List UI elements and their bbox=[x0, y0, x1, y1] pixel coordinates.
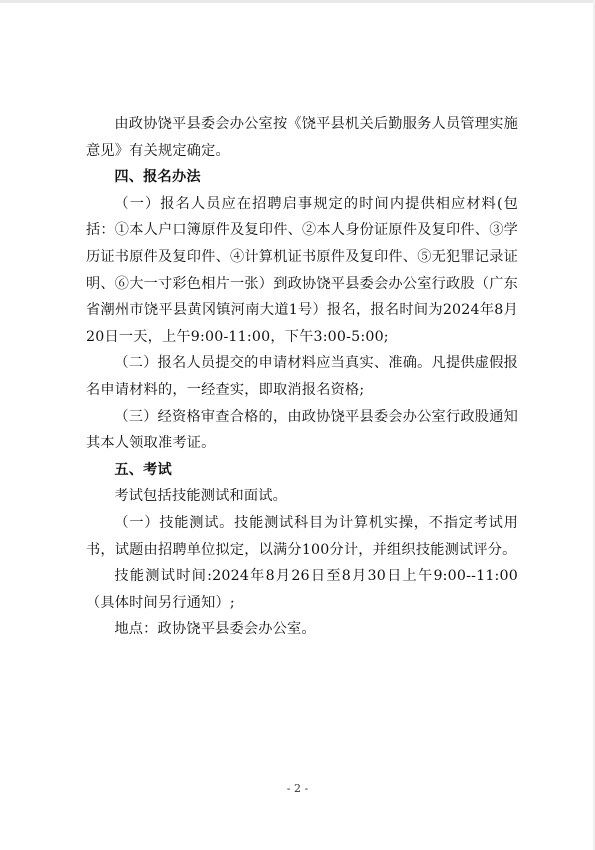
paragraph-registration-materials: （一）报名人员应在招聘启事规定的时间内提供相应材料(包括：①本人户口簿原件及复印件、②本人身份证原件及复印件、③学历证书原件及复印件、④计算机证书原件及复印件、⑤无犯罪记录证明、⑥大一寸彩色相片一张）到政协饶平县委会办公室行政股（广东省潮州市饶平县黄冈镇河南大道1号）报名，报名时间为2024年8月20日一天，上午9:00-11:00，下午3:00-5:00; bbox=[86, 195, 518, 345]
paragraph-admission-ticket: （三）经资格审查合格的，由政协饶平县委会办公室行政股通知其本人领取准考证。 bbox=[86, 408, 518, 452]
page-number: - 2 - bbox=[286, 782, 309, 795]
section-heading-registration: 四、报名办法 bbox=[114, 169, 201, 186]
section-heading-exam: 五、考试 bbox=[114, 461, 172, 478]
paragraph-assignment-rule: 由政协饶平县委会办公室按《饶平县机关后勤服务人员管理实施意见》有关规定确定。 bbox=[86, 116, 518, 159]
paragraph-skill-test: （一）技能测试。技能测试科目为计算机实操，不指定考试用书，试题由招聘单位拟定，以满分100分计，并组织技能测试评分。 bbox=[86, 514, 518, 558]
paragraph-skill-test-time: 技能测试时间:2024年8月26日至8月30日上午9:00--11:00（具体时间另行通知）; bbox=[86, 568, 518, 611]
document-body bbox=[86, 111, 518, 643]
page-top-edge bbox=[0, 0, 595, 3]
paragraph-material-authenticity: （二）报名人员提交的申请材料应当真实、准确。凡提供虚假报名申请材料的，一经查实，即取消报名资格; bbox=[86, 355, 518, 398]
paragraph-exam-composition: 考试包括技能测试和面试。 bbox=[114, 488, 288, 505]
paragraph-location: 地点：政协饶平县委会办公室。 bbox=[114, 621, 316, 638]
